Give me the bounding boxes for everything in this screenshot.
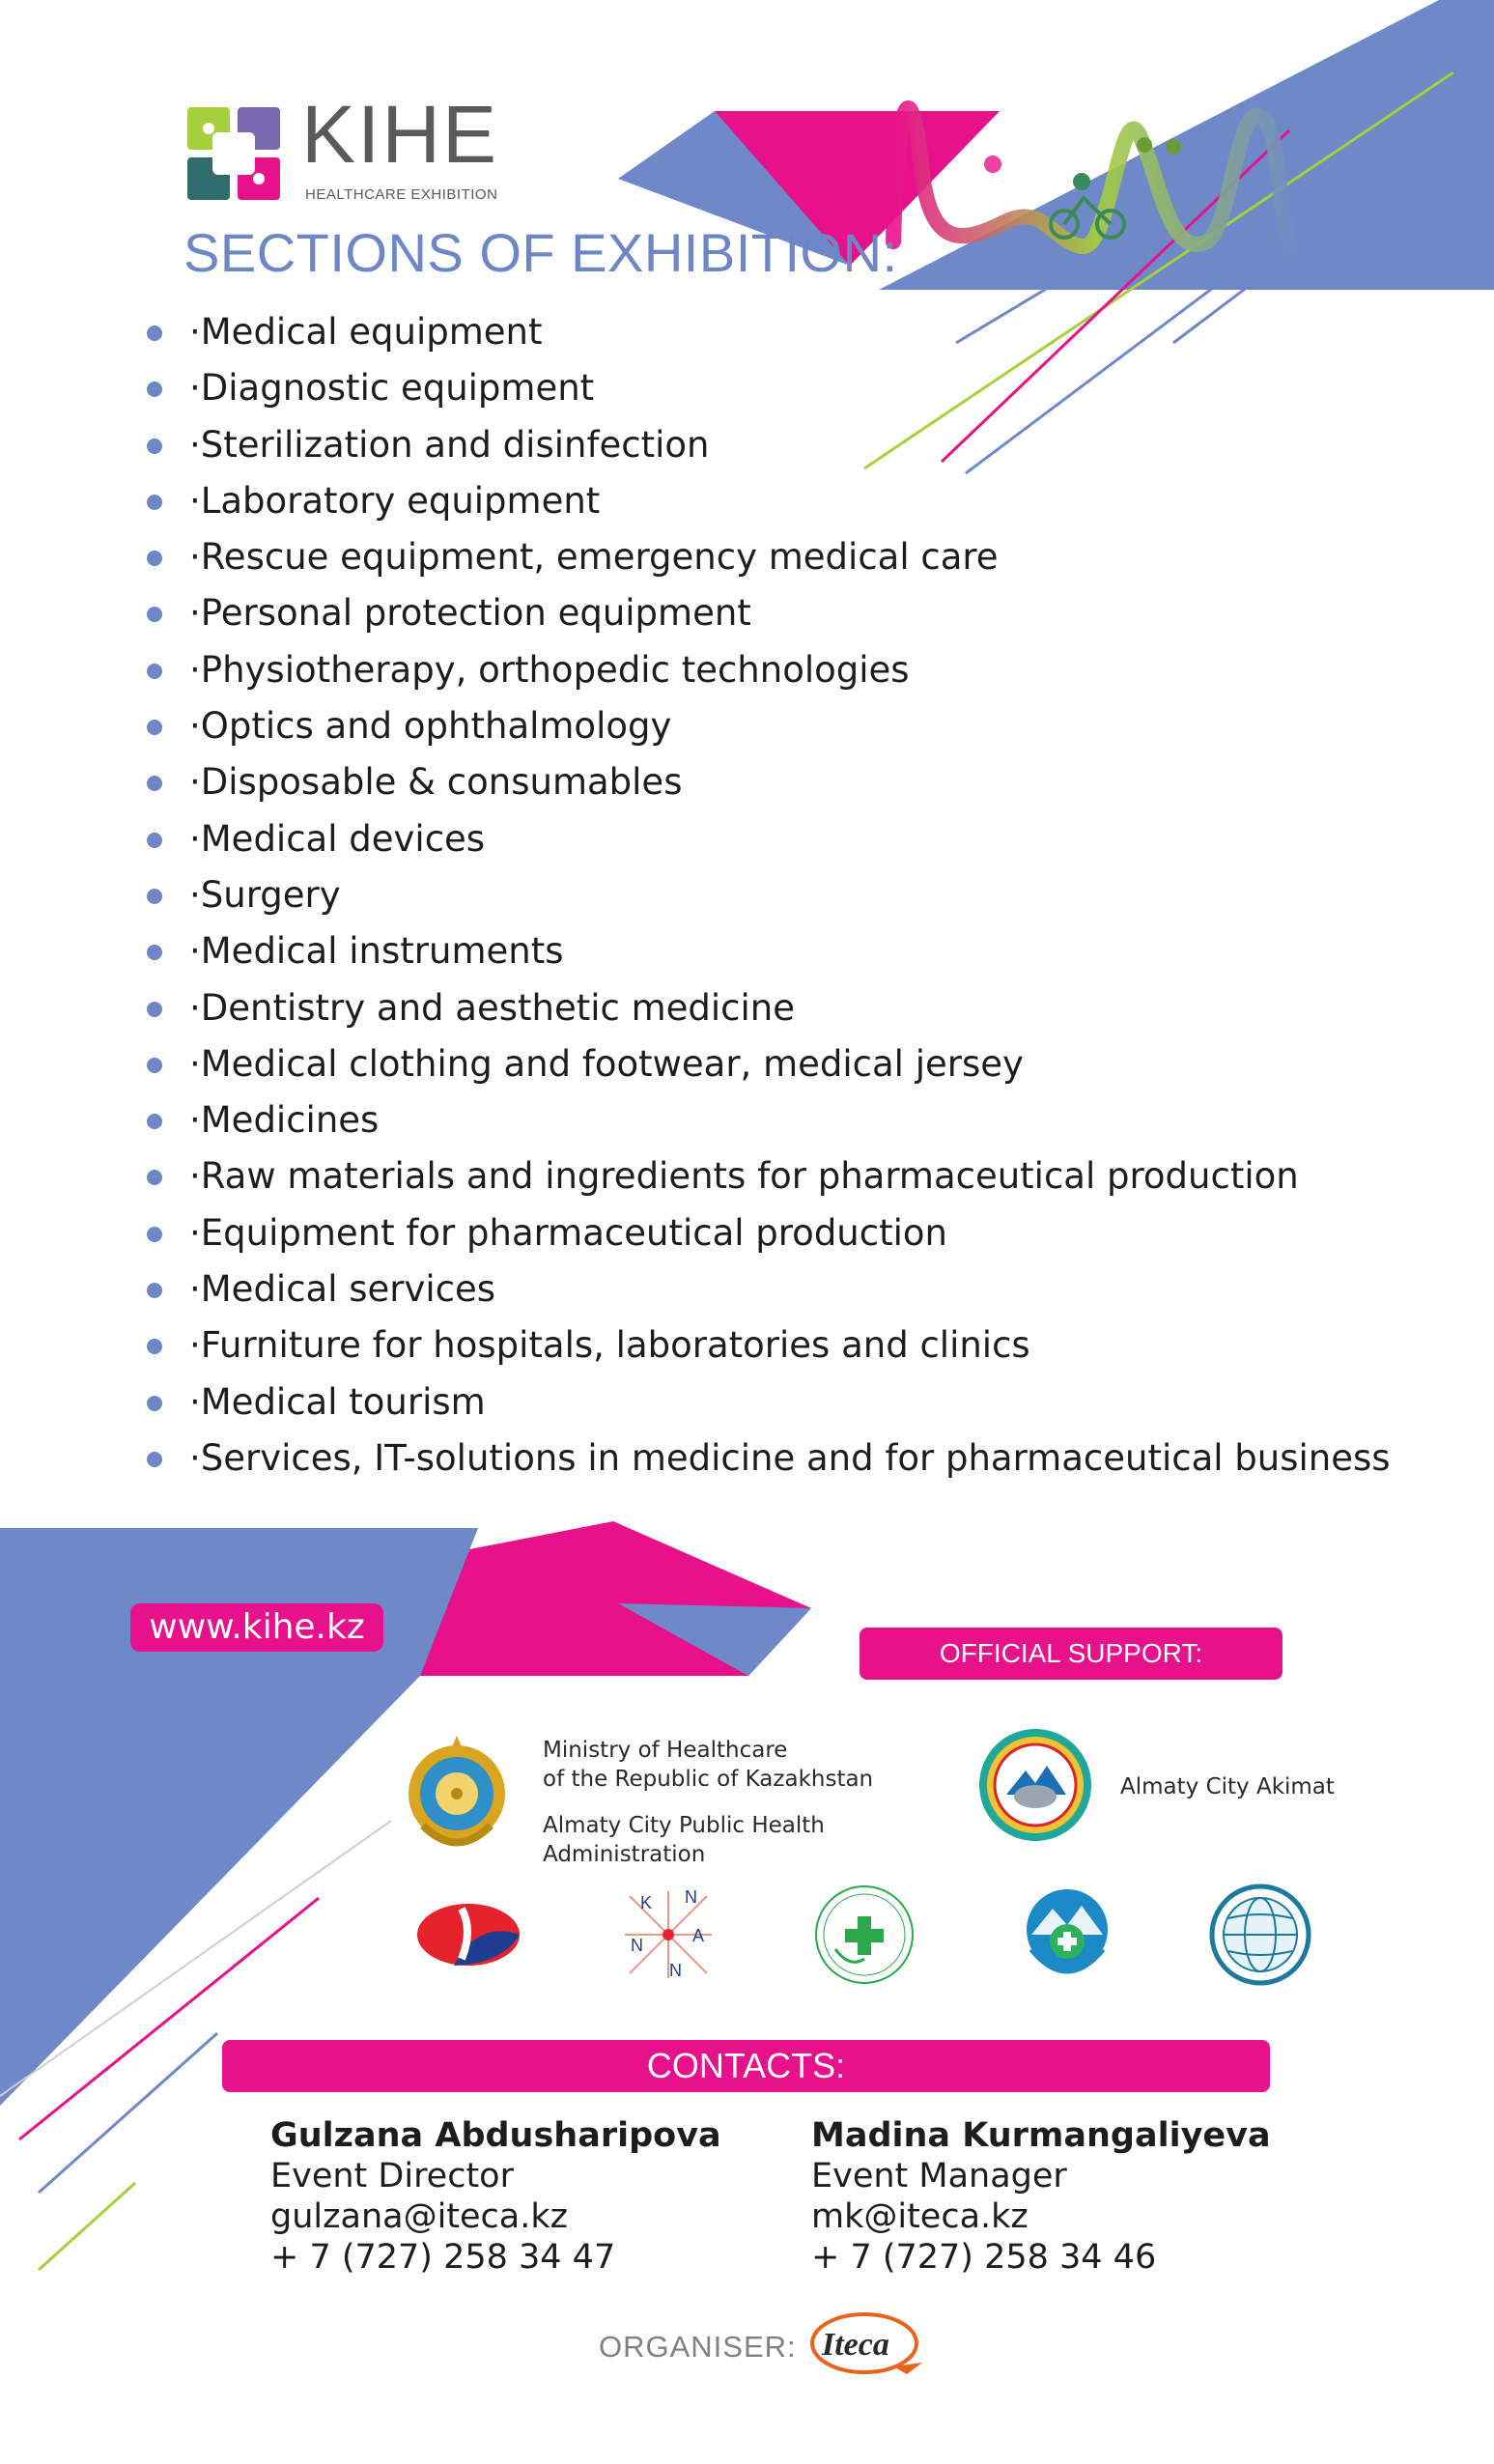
list-item: ·Physiotherapy, orthopedic technologies xyxy=(147,642,1391,698)
knna-letter: K xyxy=(640,1893,653,1912)
brand-name: KIHE xyxy=(301,89,499,180)
almaty-akimat-label: Almaty City Akimat xyxy=(1120,1774,1335,1799)
list-item: ·Personal protection equipment xyxy=(147,585,1391,641)
list-item: ·Furniture for hospitals, laboratories and clinics xyxy=(147,1317,1391,1374)
list-item: ·Sterilization and disinfection xyxy=(147,417,1391,473)
list-item: ·Equipment for pharmaceutical production xyxy=(147,1205,1391,1261)
contact-role: Event Director xyxy=(270,2157,514,2195)
sections-heading: SECTIONS OF EXHIBITION: xyxy=(183,222,898,283)
contact-email[interactable]: mk@iteca.kz xyxy=(811,2197,1029,2236)
knna-letter: A xyxy=(692,1926,705,1945)
kihe-logo-mark-icon xyxy=(185,105,282,202)
contact-phone[interactable]: + 7 (727) 258 34 47 xyxy=(270,2238,616,2277)
green-cross-hands-icon xyxy=(811,1882,917,1988)
ministry-healthcare-label: Ministry of Healthcare of the Republic of Kazakhstan xyxy=(543,1738,874,1792)
list-item: ·Laboratory equipment xyxy=(147,473,1391,529)
list-item: ·Medical clothing and footwear, medical jersey xyxy=(147,1036,1391,1092)
list-item: ·Medical instruments xyxy=(147,923,1391,979)
contact-role: Event Manager xyxy=(811,2157,1067,2195)
list-item: ·Surgery xyxy=(147,867,1391,923)
almaty-akimat-emblem-icon xyxy=(977,1727,1093,1843)
list-item: ·Rescue equipment, emergency medical care xyxy=(147,529,1391,585)
list-item: ·Optics and ophthalmology xyxy=(147,698,1391,754)
globe-seal-icon xyxy=(1207,1882,1313,1988)
sections-list xyxy=(147,304,1391,1487)
contacts-heading: CONTACTS: xyxy=(222,2040,1270,2092)
kazakhstan-emblem-icon xyxy=(404,1734,510,1859)
almaty-public-health-label: Almaty City Public Health Administration xyxy=(543,1813,825,1867)
contact-card xyxy=(811,2115,1271,2278)
contact-card xyxy=(270,2115,721,2278)
list-item: ·Disposable & consumables xyxy=(147,754,1391,810)
list-item: ·Dentistry and aesthetic medicine xyxy=(147,980,1391,1036)
list-item: ·Medical tourism xyxy=(147,1374,1391,1430)
list-item: ·Raw materials and ingredients for pharmaceutical production xyxy=(147,1148,1391,1204)
contact-phone[interactable]: + 7 (727) 258 34 46 xyxy=(811,2238,1157,2277)
organiser-label: ORGANISER: xyxy=(599,2330,797,2364)
list-item: ·Medicines xyxy=(147,1092,1391,1148)
knna-letter: N xyxy=(685,1887,697,1907)
official-support-heading: OFFICIAL SUPPORT: xyxy=(860,1628,1283,1680)
knna-letter: N xyxy=(669,1961,682,1980)
website-link[interactable]: www.kihe.kz xyxy=(130,1603,383,1652)
list-item: ·Medical devices xyxy=(147,811,1391,867)
list-item: ·Diagnostic equipment xyxy=(147,360,1391,416)
brand-subtitle: HEALTHCARE EXHIBITION xyxy=(305,186,498,203)
knna-letter: N xyxy=(631,1936,643,1955)
red-blue-wing-logo-icon xyxy=(415,1882,521,1988)
iteca-logo-text: Iteca xyxy=(822,2327,889,2363)
iteca-logo xyxy=(806,2307,932,2379)
list-item: ·Medical services xyxy=(147,1261,1391,1317)
list-item: ·Services, IT-solutions in medicine and for pharmaceutical business xyxy=(147,1430,1391,1487)
contact-name: Gulzana Abdusharipova xyxy=(270,2116,721,2155)
knna-logo-icon xyxy=(615,1882,721,1988)
list-item: ·Medical equipment xyxy=(147,304,1391,360)
blue-mountain-cross-icon xyxy=(1014,1882,1120,1988)
contact-email[interactable]: gulzana@iteca.kz xyxy=(270,2197,569,2236)
kihe-logo xyxy=(185,89,504,208)
contact-name: Madina Kurmangaliyeva xyxy=(811,2116,1271,2155)
